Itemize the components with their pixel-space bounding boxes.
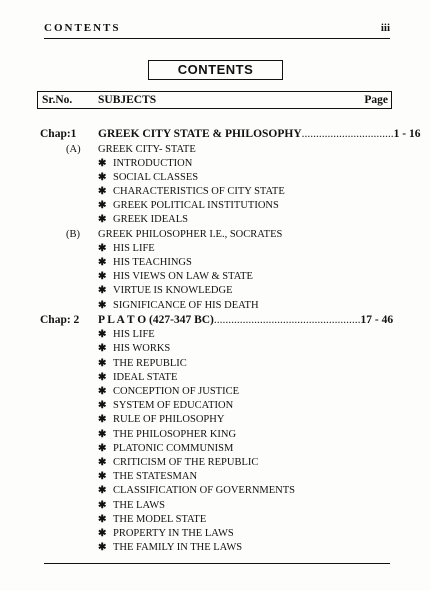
running-head	[44, 22, 390, 34]
list-item	[0, 484, 430, 498]
footer-rule	[44, 563, 390, 564]
list-item-title: THE PHILOSOPHER KING	[113, 428, 237, 440]
list-item-title: CRITICISM OF THE REPUBLIC	[113, 456, 259, 468]
bullet-star-icon: ✱	[98, 471, 107, 483]
running-head-title: CONTENTS	[44, 22, 121, 34]
list-item	[0, 157, 430, 171]
list-item-title: PROPERTY IN THE LAWS	[113, 527, 234, 539]
bullet-star-icon: ✱	[98, 157, 107, 169]
list-item-title: CLASSIFICATION OF GOVERNMENTS	[113, 485, 296, 497]
list-item-title: THE REPUBLIC	[113, 357, 187, 369]
section-row	[0, 228, 430, 242]
bullet-star-icon: ✱	[98, 257, 107, 268]
bullet-star-icon: ✱	[98, 414, 107, 426]
chapter-title-line	[98, 127, 420, 143]
bullet-star-icon: ✱	[98, 386, 107, 397]
chapter-label: Chap:1	[40, 128, 77, 140]
list-item	[0, 385, 430, 399]
list-item	[0, 342, 430, 356]
section-title: GREEK PHILOSOPHER I.E., SOCRATES	[98, 228, 283, 240]
list-item-title: THE STATESMAN	[113, 471, 198, 483]
list-item	[0, 428, 430, 442]
bullet-star-icon: ✱	[98, 171, 107, 183]
list-item-title: CHARACTERISTICS OF CITY STATE	[113, 186, 285, 198]
bullet-star-icon: ✱	[98, 285, 107, 297]
list-item	[0, 413, 430, 427]
chapter-row	[0, 313, 430, 329]
list-item	[0, 513, 430, 527]
list-item-title: HIS TEACHINGS	[113, 257, 192, 268]
bullet-star-icon: ✱	[98, 499, 107, 511]
list-item	[0, 357, 430, 371]
bullet-star-icon: ✱	[98, 242, 107, 254]
list-item	[0, 527, 430, 541]
chapter-pages: 1 - 16	[393, 128, 421, 140]
section-label: (A)	[66, 143, 81, 155]
bullet-star-icon: ✱	[98, 271, 107, 283]
list-item	[0, 171, 430, 185]
chapter-title: GREEK CITY STATE & PHILOSOPHY	[98, 128, 302, 140]
list-item	[0, 256, 430, 270]
bullet-star-icon: ✱	[98, 357, 107, 369]
list-item	[0, 470, 430, 484]
bullet-star-icon: ✱	[98, 513, 107, 525]
list-item	[0, 399, 430, 413]
column-header-sr-no: Sr.No.	[42, 94, 73, 106]
list-item	[0, 213, 430, 227]
bullet-star-icon: ✱	[98, 299, 107, 311]
bullet-star-icon: ✱	[98, 400, 107, 412]
bullet-star-icon: ✱	[98, 371, 107, 383]
list-item	[0, 328, 430, 342]
list-item-title: HIS VIEWS ON LAW & STATE	[113, 271, 253, 283]
bullet-star-icon: ✱	[98, 456, 107, 468]
bullet-star-icon: ✱	[98, 542, 107, 554]
page-number: iii	[380, 22, 390, 34]
list-item	[0, 299, 430, 313]
bullet-star-icon: ✱	[98, 442, 107, 454]
section-row	[0, 143, 430, 157]
section-label: (B)	[66, 228, 80, 240]
list-item-title: THE MODEL STATE	[113, 513, 207, 525]
bullet-star-icon: ✱	[98, 485, 107, 497]
list-item-title: GREEK POLITICAL INSTITUTIONS	[113, 200, 279, 212]
bullet-star-icon: ✱	[98, 186, 107, 198]
leader-dots: ................................	[301, 128, 394, 140]
list-item-title: PLATONIC COMMUNISM	[113, 442, 234, 454]
bullet-star-icon: ✱	[98, 527, 107, 539]
list-item-title: VIRTUE IS KNOWLEDGE	[113, 285, 233, 297]
column-header-box	[37, 91, 392, 109]
list-item-title: RULE OF PHILOSOPHY	[113, 414, 225, 426]
list-item-title: HIS LIFE	[113, 242, 155, 254]
list-item-title: SYSTEM OF EDUCATION	[113, 400, 234, 412]
column-header-subjects: SUBJECTS	[98, 94, 157, 106]
bullet-star-icon: ✱	[98, 343, 107, 355]
list-item-title: CONCEPTION OF JUSTICE	[113, 386, 240, 397]
bullet-star-icon: ✱	[98, 329, 107, 341]
list-item-title: SOCIAL CLASSES	[113, 171, 199, 183]
leader-dots: ...................................................	[213, 313, 361, 326]
list-item	[0, 541, 430, 555]
list-item	[0, 242, 430, 256]
list-item-title: IDEAL STATE	[113, 371, 178, 383]
list-item	[0, 185, 430, 199]
contents-title-box: CONTENTS	[148, 60, 283, 80]
list-item	[0, 456, 430, 470]
list-item	[0, 270, 430, 284]
chapter-pages: 17 - 46	[360, 313, 394, 326]
chapter-title-line	[98, 313, 393, 329]
list-item	[0, 442, 430, 456]
list-item	[0, 284, 430, 298]
list-item-title: HIS LIFE	[113, 329, 155, 341]
list-item-title: THE LAWS	[113, 499, 165, 511]
list-item-title: SIGNIFICANCE OF HIS DEATH	[113, 299, 259, 311]
bullet-star-icon: ✱	[98, 214, 107, 226]
chapter-label: Chap: 2	[40, 313, 80, 326]
list-item-title: INTRODUCTION	[113, 157, 193, 169]
list-item	[0, 371, 430, 385]
column-header-page: Page	[364, 94, 388, 106]
list-item-title: HIS WORKS	[113, 343, 171, 355]
bullet-star-icon: ✱	[98, 428, 107, 440]
bullet-star-icon: ✱	[98, 200, 107, 212]
list-item-title: THE FAMILY IN THE LAWS	[113, 542, 243, 554]
list-item	[0, 199, 430, 213]
list-item-title: GREEK IDEALS	[113, 214, 188, 226]
section-title: GREEK CITY- STATE	[98, 143, 196, 155]
table-of-contents	[0, 127, 430, 555]
chapter-title: P L A T O (427-347 BC)	[98, 313, 214, 326]
chapter-row	[0, 127, 430, 143]
list-item	[0, 499, 430, 513]
header-rule	[44, 38, 390, 39]
